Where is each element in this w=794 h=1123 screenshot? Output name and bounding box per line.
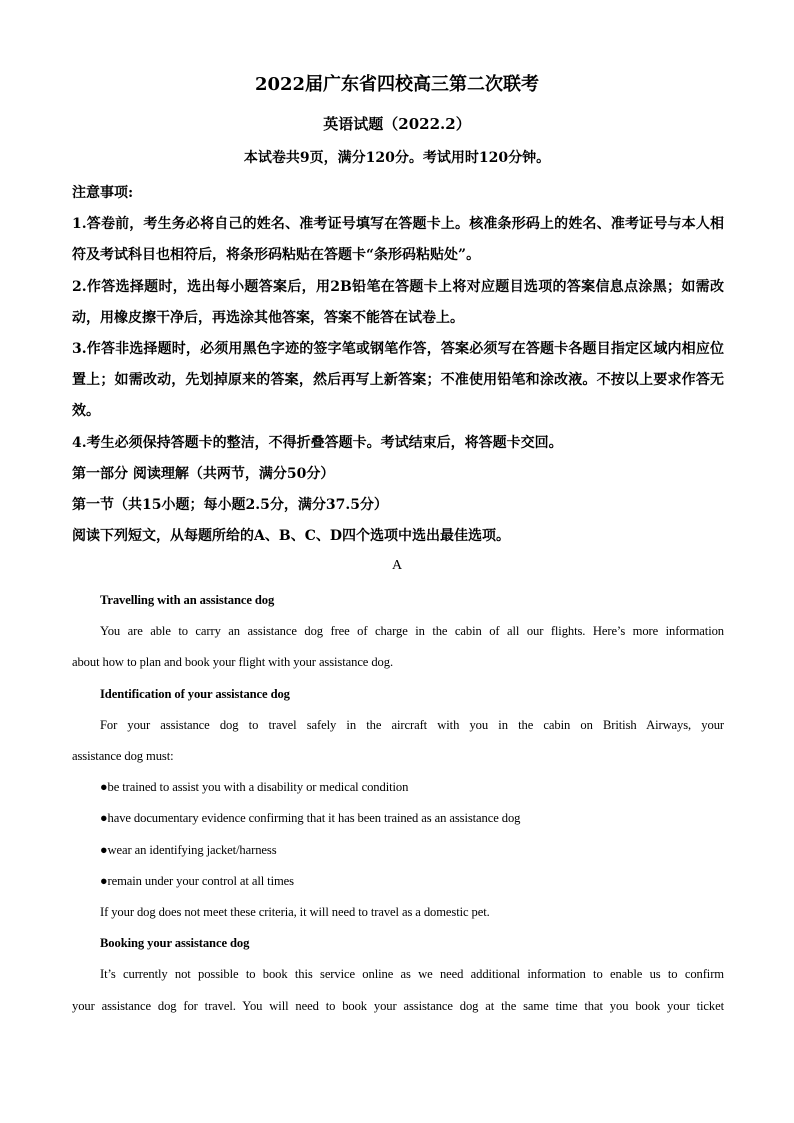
notice-item-1: 1.答卷前，考生务必将自己的姓名、准考证号填写在答题卡上。核准条形码上的姓名、准考证号与本人相符及考试科目也相符后，将条形码粘贴在答题卡“条形码粘贴处”。 — [72, 216, 724, 264]
page-subtitle: 英语试题（2022.2） — [323, 115, 471, 133]
passage-para1-line2: about how to plan and book your flight with your assistance dog. — [72, 655, 393, 670]
passage-a — [72, 585, 724, 1022]
passage-letter: A — [391, 558, 403, 573]
passage-para2-line2: assistance dog must: — [72, 749, 174, 764]
passage-para3: If your dog does not meet these criteria, it will need to travel as a domestic pet. — [100, 905, 490, 920]
exam-info: 本试卷共9页，满分120分。考试用时120分钟。 — [243, 150, 551, 166]
passage-para4-line2: your assistance dog for travel. You will need to book your assistance dog at the same time that you book your ticket — [72, 998, 724, 1013]
notice-item-4: 4.考生必须保持答题卡的整洁，不得折叠答题卡。考试结束后，将答题卡交回。 — [72, 434, 563, 451]
bullet-item: ●be trained to assist you with a disability or medical condition — [100, 780, 409, 795]
passage-heading-booking: Booking your assistance dog — [100, 936, 250, 951]
passage-para4-line1: It’s currently not possible to book this service online as we need additional information to enable us to confirm — [100, 967, 724, 982]
passage-para2-line1: For your assistance dog to travel safely in the aircraft with you in the cabin on British Airways, your — [100, 717, 724, 732]
passage-para1-line1: You are able to carry an assistance dog free of charge in the cabin of all our flights. Here’s more information — [100, 624, 724, 639]
passage-heading-identification: Identification of your assistance dog — [100, 686, 290, 701]
passage-heading-travelling: Travelling with an assistance dog — [100, 593, 275, 607]
notice-block — [72, 178, 724, 552]
part-title: 第一部分 阅读理解（共两节，满分50分） — [72, 465, 335, 482]
notice-item-2: 2.作答选择题时，选出每小题答案后，用2B铅笔在答题卡上将对应题目选项的答案信息点涂黑；如需改动，用橡皮擦干净后，再选涂其他答案，答案不能答在试卷上。 — [72, 278, 724, 326]
reading-instruction: 阅读下列短文，从每题所给的A、B、C、D四个选项中选出最佳选项。 — [72, 528, 510, 545]
bullet-item: ●have documentary evidence confirming that it has been trained as an assistance dog — [100, 811, 521, 826]
bullet-item: ●wear an identifying jacket/harness — [100, 842, 277, 857]
notice-item-3: 3.作答非选择题时，必须用黑色字迹的签字笔或钢笔作答，答案必须写在答题卡各题目指定区域内相应位置上；如需改动，先划掉原来的答案，然后再写上新答案；不准使用铅笔和涂改液。不按以上要求作答无效。 — [72, 341, 724, 420]
bullet-item: ●remain under your control at all times — [100, 873, 294, 888]
page-title: 2022届广东省四校高三第二次联考 — [254, 74, 540, 95]
notice-heading: 注意事项: — [72, 185, 134, 201]
subsection-title: 第一节（共15小题；每小题2.5分，满分37.5分） — [72, 497, 388, 514]
